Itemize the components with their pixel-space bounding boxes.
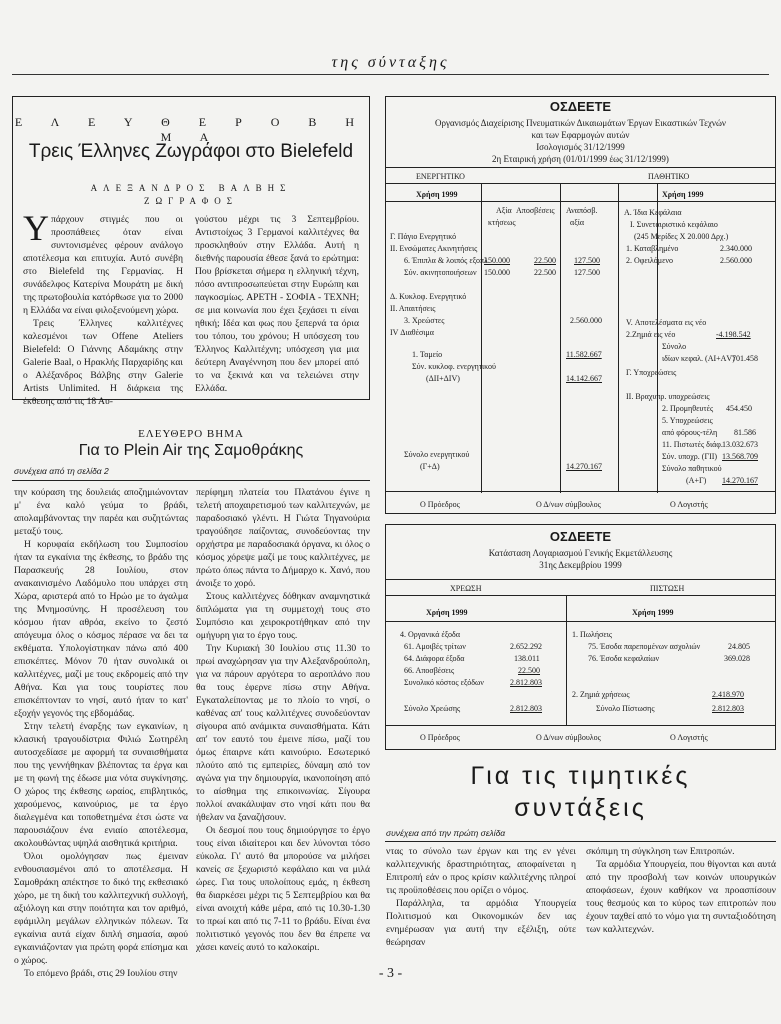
asset-total-fixed-dep: 22.500 [534,268,556,277]
pnl-year-right: Χρήση 1999 [632,608,674,617]
col-net-value: Αναπόσβ. [566,206,598,215]
article1-col2 [195,213,359,395]
debit-total-cost: Συνολικό κόστος εξόδων [404,678,484,687]
article2-p9: Οι δεσμοί που τους δημιούργησε το έργο τους είναι ιδιαίτεροι και δεν λύνονται τόσο εύκολα. Γι' αυτό θα μπορούσε να μιλήσει κανείς σε ξεχωριστό κεφάλαιο και να μιλά ώρες. Για τους υπολοίπους εμάς, η έκθεση θα διαρκέσει μέχρι τις 5 Σεπτεμβρίου και θα είναι ανοιχτή κάθε μέρα, από τις 10.30-1.30 το πρωί και από τις 7-11 το βράδυ. Είναι ένα πολιτιστικό γεγονός που δεν θα έπρεπε να χάσει κανείς αυτό το καλοκαίρι. [196,825,370,953]
article2-kicker: ΕΛΕΥΘΕΡΟ ΒΗΜΑ [138,428,244,440]
article2-col1 [14,486,188,980]
article2-p2: Η κορυφαία εκδήλωση του Συμποσίου ήταν τα εγκαίνια της έκθεσης, το βράδυ της Παρασκευής 28 Ιουλίου, στον ανακαινισμένο Λαδόμυλο που υπάρχει στη Χώρα, αριστερά από το Ηρώο με το άγαλμα της Μνημοσύνης. Η προσέλευση του κόσμου ήταν αθρόα, εκείνο το ζεστό απόγευμα όλος ο κόσμος πέρασε να δει τα εκθέματα. Υπολογίστηκαν πάνω από 400 επισκέπτες. Μόνον 70 ήταν συνολικά οι καλλιτέχνες, μαζί με τους εκδρομείς από την Αθήνα. Και για τους τουρίστες που επισκέπτονταν το νησί, αυτό ήταν το κατ' εξοχήν γεγονός της εβδομάδας. [14,539,188,719]
asset-total-value: 14.270.167 [566,462,602,471]
debit-total-cost-value: 2.812.803 [510,678,542,687]
liab-suppliers: 2. Προμηθευτές [662,404,714,413]
asset-total-fixed-acq: 150.000 [484,268,510,277]
pnl-org: ΟΣΔΕΕΤΕ [549,529,612,544]
liab-total-value: 14.270.167 [722,476,758,485]
credit-loss: 2. Ζημιά χρήσεως [572,690,630,699]
liab-short-term: ΙΙ. Βραχυπρ. υποχρεώσεις [626,392,710,401]
article2-p3: Στην τελετή έναρξης των εγκαινίων, η κλασική τραγουδίστρια Φιλιώ Σωτηρέλη αυτοσχεδίασε με αφορμή τα συναισθήματα που της γεννήθηκαν βλέποντας τα έργα και με τη φωνή της έδωσε μια νότα συγκίνησης. Ο χώρος της έκθεσης ωραίος, επιβλητικός, χαρούμενος, καινούριος, με τα έργο διαλεγμένα και τοποθετημένα έτσι ώστε να παρουσιάζουν ένα ενιαίο αποτέλεσμα, ακολουθώντας υψηλά αισθητικά κριτήρια. [14,721,188,849]
debit-misc-value: 138.011 [514,654,540,663]
pnl-subtitle: Κατάσταση Λογαριασμού Γενικής Εκμετάλλευσης [488,548,673,558]
header-rule [12,74,769,75]
liab-tax: 5. Υποχρεώσεις [662,416,713,425]
article1-kicker: Ε Λ Ε Υ Θ Ε Ρ Ο Β Η Μ Α [14,115,368,144]
liab-tax-value: 81.586 [734,428,756,437]
article1-p2: Τρεις Έλληνες καλλιτέχνες καλεσμένοι των Offene Ateliers Bielefeld: Ο Γιάννης Αδαμάκης στην Galerie Baal, ο Ηρακλής Παρχαρίδης και ο Αλέξανδρος Βάλβης στην Galerie Artists Unlimited. Η διάρκεια της έκθεσης από τις 18 Αυ- [23,318,183,407]
credit-label: ΠΙΣΤΩΣΗ [650,584,685,593]
liab-equity-total-value: 701.458 [732,354,758,363]
debit-label: ΧΡΕΩΣΗ [450,584,482,593]
asset-total-fixed: Σύν. ακινητοποιήσεων [404,268,477,277]
debit-third-party-value: 2.652.292 [510,642,542,651]
credit-capital-value: 369.028 [724,654,750,663]
debit-depreciation-value: 22.500 [518,666,540,675]
asset-total-formula: (Γ+Δ) [420,462,440,471]
article2-p8: Την Κυριακή 30 Ιουλίου στις 11.30 το πρωί αναχώρησαν για την Αλεξανδρούπολη, για να πάρουν αργότερα το αεροπλάνο που θα τους έφερνε πίσω στην Αθήνα. Εγκαταλείποντας με το πλοίο το νησί, ο καθένας απ' τους καλλιτέχνες συνοδεύονταν σίγουρα από ανάμικτα συναισθήματα. Κάτι απ' τον εαυτό του έμεινε πίσω, μαζί του όμως έπαιρνε κάτι καινούριο. Εσωτερικό πλούτο από τις εμπειρίες, δύναμη από τον αγώνα για την δημιουργία, ικανοποίηση από το αίσθημα της επικοινωνίας. Σίγουρα πολλοί ανακάλυψαν στο νησί κάτι που θα ήθελαν να ξαναζήσουν. [196,643,370,823]
assets-label: ΕΝΕΡΓΗΤΙΚΟ [416,172,465,181]
credit-secondary-value: 24.805 [728,642,750,651]
liab-year: Χρήση 1999 [662,190,704,199]
liab-total: Σύνολο παθητικού [662,464,722,473]
article1-p1: πάρχουν στιγμές που οι προσπάθειες όταν είναι συντονισμένες φέρουν ανάλογο αποτέλεσμα και επιτυχία. Αυτό συνέβη στο Bielefeld της Γερμανίας. Η συνάδελφος Κατερίνα Μουράτη με δική της πρωτοβουλία κατόρθωσε για το 2000 η Ελλάδα να είναι φιλοξενούμενη χώρα. [23,214,183,316]
article2-p5: Το επόμενο βράδι, στις 29 Ιουλίου στην [24,968,178,979]
article3-p4: Τα αρμόδια Υπουργεία, που θίγονται και αυτά από την προσβολή των κοινών υπουργικών αποφάσεων, έχουν καθήκον να προασπίσουν τους θεσμούς και το κύρος των επιτροπών που έχουν ταχθεί από το νόμο για τη συνταξιοδότηση των καλλιτεχνών. [586,859,776,935]
credit-loss-value: 2.418.970 [712,690,744,699]
asset-cash: 1. Ταμείο [412,350,443,359]
credit-total-value: 2.812.803 [712,704,744,713]
asset-total: Σύνολο ενεργητικού [404,450,470,459]
article1-byline-role: ΖΩΓΡΑΦΟΣ [143,196,239,206]
col-acq-value2: κτήσεως [488,218,516,227]
liab-suppliers-value: 454.450 [726,404,752,413]
liab-tax2: από φόρους-τέλη [662,428,718,437]
asset-fixed: Γ. Πάγιο Ενεργητικό [390,232,457,241]
asset-furniture-dep: 22.500 [534,256,556,265]
article3-p1: ντας το σύνολο των έργων και της εν γένει καλλιτεχνικής δραστηριότητας, αποφαίνεται η Επιτροπή εάν ο προς κρίσιν καλλιτέχνης πληροί τις προϋποθέσεις που ορίζει ο νόμος. [386,846,576,896]
credit-total: Σύνολο Πίστωσης [596,704,655,713]
article1-dropcap: Υ [23,208,49,248]
liab-loss: 2.Ζημιά εις νέο [626,330,676,339]
pnl-date: 31ης Δεκεμβρίου 1999 [539,560,622,570]
article1-title: Τρεις Έλληνες Ζωγράφοι στο Bielefeld [28,141,354,162]
asset-tangible: ΙΙ. Ενσώματες Ακινητήσεις [390,244,478,253]
asset-furniture-net: 127.500 [574,256,600,265]
liab-creditors-value: 13.032.673 [722,440,758,449]
debit-total-value: 2.812.803 [510,704,542,713]
liab-shares: (245 Μερίδες Χ 20.000 Δρχ.) [634,232,729,241]
col-acq-value: Αξία [496,206,512,215]
assets-year: Χρήση 1999 [416,190,458,199]
liab-capital: Ι. Συνεταιριστικό κεφάλαιο [630,220,718,229]
balance-sig-president: Ο Πρόεδρος [420,500,460,509]
article2-p7: Στους καλλιτέχνες δόθηκαν αναμνηστικά διπλώματα για τη συμμετοχή τους στο Συμπόσιο και χειροκροτήθηκαν από την ομήγυρη για το έργο τους. [196,591,370,641]
liab-paid-value: 2.340.000 [720,244,752,253]
asset-receivables: ΙΙ. Απαιτήσεις [390,304,436,313]
article3-col2 [586,845,776,936]
balance-org: ΟΣΔΕΕΤΕ [549,99,612,114]
debit-total: Σύνολο Χρεώσης [404,704,461,713]
asset-total-current-value: 14.142.667 [566,374,602,383]
balance-org-full: Οργανισμός Διαχείρισης Πνευματικών Δικαιωμάτων Έργων Εικαστικών Τεχνών [435,118,726,128]
article3-p3: σκόπιμη τη σύγκληση των Επιτροπών. [586,846,735,857]
article2-p1: την κούραση της δουλειάς αποζημιώνονταν μ' ένα καλό γεύμα το βράδι, απολαμβάνοντας την παρέα και συζητώντας μεταξύ τους. [14,487,188,537]
asset-furniture-acq: 150.000 [484,256,510,265]
debit-third-party: 61. Αμοιβές τρίτων [404,642,466,651]
page-number: - 3 - [378,966,403,981]
article2-col2 [196,486,370,954]
debit-misc: 64. Διάφορα έξοδα [404,654,465,663]
article2-rule [12,480,370,481]
asset-cash-value: 11.582.667 [566,350,602,359]
article1-col1 [23,208,183,408]
liab-equity-total-formula: ιδίων κεφαλ. (ΑΙ+ΑV) [662,354,735,363]
pnl-box [385,524,776,750]
liab-results: V. Αποτελέσματα εις νέο [626,318,707,327]
liab-obligations: Γ. Υποχρεώσεις [626,368,677,377]
asset-total-current: Σύν. κυκλοφ. ενεργητικού [412,362,496,371]
liab-creditors: 11. Πιστωτές διάφ. [662,440,723,449]
article3-title-line1: Για τις τιμητικές [470,762,691,790]
col-depreciation: Αποσβέσεις [516,206,555,215]
asset-debtors: 3. Χρεώστες [404,316,445,325]
article1-box [12,96,370,407]
liab-total-formula: (Α+Γ) [686,476,707,485]
asset-debtors-value: 2.560.000 [570,316,602,325]
col-net-value2: αξία [570,218,585,227]
liab-total-obligations: Σύν. υποχρ. (ΓΙΙ) [662,452,718,461]
pnl-year-left: Χρήση 1999 [426,608,468,617]
article2-continued: συνέχεια από τη σελίδα 2 [14,466,109,476]
liab-equity: Α. Ίδια Κεφάλαια [624,208,682,217]
liab-owed: 2. Οφειλόμενο [626,256,674,265]
liab-equity-total: Σύνολο [662,342,687,351]
article1-byline: ΑΛΕΞΑΝΔΡΟΣ ΒΑΛΒΗΣ [90,183,292,193]
liabilities-label: ΠΑΘΗΤΙΚΟ [648,172,690,181]
pnl-sig-accountant: Ο Λογιστής [670,733,708,742]
liab-total-obligations-value: 13.568.709 [722,452,758,461]
article3-continued: συνέχεια από την πρώτη σελίδα [386,828,506,838]
asset-furniture: 6. Έπιπλα & λοιπός εξοπλ. [404,256,490,265]
balance-subtitle: Ισολογισμός 31/12/1999 [536,142,625,152]
credit-secondary: 75. Έσοδα παρεπομένων ασχολιών [588,642,701,651]
liab-owed-value: 2.560.000 [720,256,752,265]
asset-total-fixed-net: 127.500 [574,268,600,277]
asset-current: Δ. Κυκλοφ. Ενεργητικό [390,292,467,301]
balance-sheet-box [385,96,776,514]
article2-p4: Όλοι ομολόγησαν πως έμειναν ενθουσιασμένοι από το αποτέλεσμα. Η Σαμοθράκη απέκτησε το δικό της εκθεσιακό χώρο, με τη δική του καλλιτεχνική συλλογή, αξιόλογη και στην ποιότητα και τον αριθμό, εφάμιλλη μεγάλων ελληνικών πόλεων. Τα εγκαίνια αυτά είχαν διπλή σημασία, αφού εγκαινιάζονταν για πρώτη φορά επίσημα και ο χώρος. [14,851,188,966]
article3-p2: Παράλληλα, τα αρμόδια Υπουργεία Πολιτισμού και Οικονομικών δεν ιας ενημέρωσαν για αυτή την εξέλιξη, ούτε θεώρησαν [386,898,576,948]
article3-rule [385,841,776,842]
asset-total-current-formula: (ΔΙΙ+ΔΙV) [426,374,460,383]
debit-org-expenses: 4. Οργανικά έξοδα [400,630,461,639]
credit-capital: 76. Έσοδα κεφαλαίων [588,654,660,663]
article1-p3: γούστου μέχρι τις 3 Σεπτεμβρίου. Αντιστοίχως 3 Γερμανοί καλλιτέχνες θα προσκληθούν στην Ελλάδα. Αυτή η διεθνής παρουσία έθεσε ξανά το ερώτημα: Που βρίσκεται σήμερα η ελληνική τέχνη, πόσο αντιπροσωπεύεται στην Ευρώπη και παγκοσμίως. ΑΡΕΤΗ - ΣΟΦΙΑ - ΤΕΧΝΗ; σε μια κοινωνία που έχει ξεχάσει τι είναι ηθική; Ιδέα και φως που ξεπερνά τα όρια του τόπου, του χρόνου; Η υπόσχεση του Έλληνος Καλλιτέχνη; υπόσχεση για μια δεύτερη Αναγέννηση που δεν μπορεί από το να ξεκινά και να τελειώνει στην Ελλάδα. [195,214,359,394]
liab-loss-value: -4.198.542 [716,330,751,339]
article2-p6: περίφημη πλατεία του Πλατάνου έγινε η τελετή αποχαιρετισμού των καλλιτεχνών, με παραδοσιακό γλέντι. Η Γιώτα Τηγανούρια τραγούδησε παίζοντας, συνοδεύοντας την ορχήστρα με παραδοσιακά όργανα, κι όλος ο κόσμος χόρεψε μαζί με τους καλλιτέχνες, με πρώτο όπως πάντα το Δήμαρχο κ. Χανό, που άνοιξε το χορό. [196,487,370,589]
article3-col1 [386,845,576,949]
debit-depreciation: 66. Αποσβέσεις [404,666,455,675]
asset-cash-section: IV Διαθέσιμα [390,328,434,337]
article2-title: Για το Plein Air της Σαμοθράκης [78,442,304,459]
balance-org-full2: και των Εφαρμογών αυτών [531,130,630,140]
pnl-sig-president: Ο Πρόεδρος [420,733,460,742]
balance-sig-accountant: Ο Λογιστής [670,500,708,509]
article3-title-line2: συντάξεις [514,794,647,822]
pnl-sig-ceo: Ο Δ/νων σύμβουλος [536,733,601,742]
credit-sales: 1. Πωλήσεις [572,630,613,639]
balance-period: 2η Εταιρική χρήση (01/01/1999 έως 31/12/1999) [492,154,669,164]
balance-sig-ceo: Ο Δ/νων σύμβουλος [536,500,601,509]
liab-paid: 1. Καταβλημένο [626,244,679,253]
section-header: της σύνταξης [331,54,450,71]
